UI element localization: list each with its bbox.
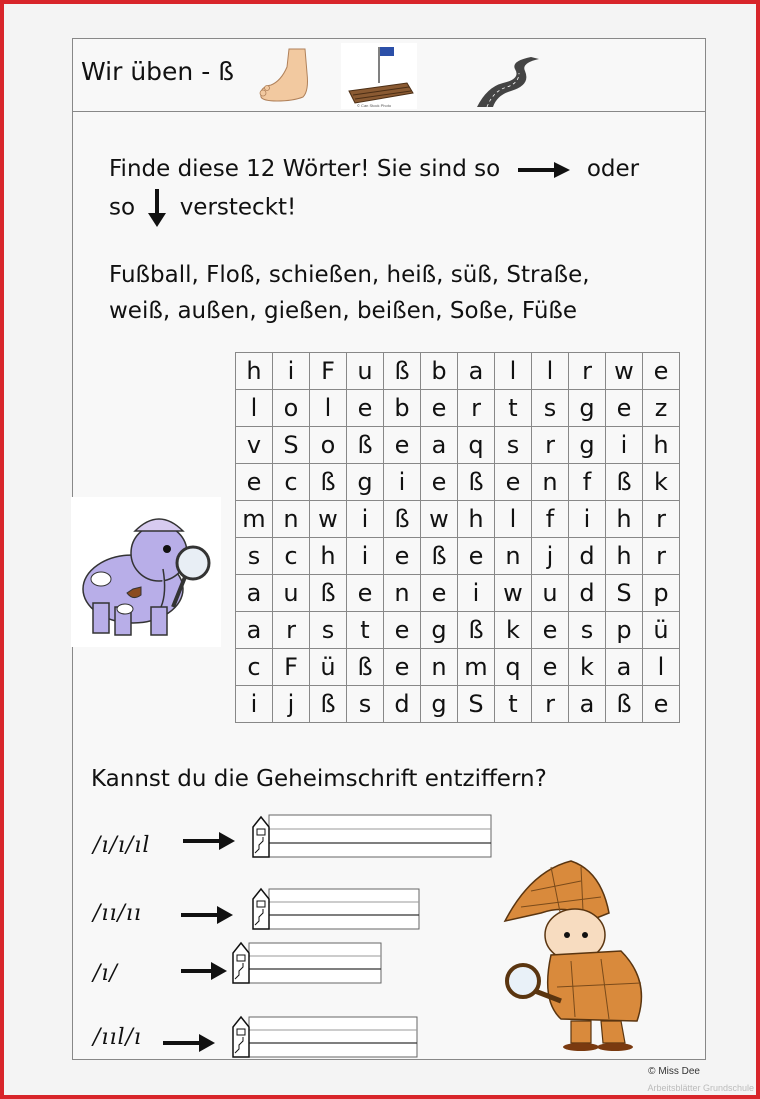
- grid-cell[interactable]: p: [606, 612, 643, 649]
- grid-cell[interactable]: ü: [310, 649, 347, 686]
- grid-cell[interactable]: k: [569, 649, 606, 686]
- grid-cell[interactable]: n: [495, 538, 532, 575]
- grid-cell[interactable]: g: [569, 427, 606, 464]
- title-illustrations: [253, 43, 563, 109]
- answer-lines-3[interactable]: [231, 941, 383, 987]
- grid-cell[interactable]: c: [236, 649, 273, 686]
- copyright-note: © Miss Dee: [648, 1066, 700, 1077]
- grid-cell[interactable]: k: [495, 612, 532, 649]
- grid-row: [236, 686, 680, 723]
- grid-row: [236, 538, 680, 575]
- answer-lines-4[interactable]: [231, 1015, 419, 1061]
- instruction-line-2: [109, 187, 296, 229]
- grid-cell[interactable]: ß: [310, 686, 347, 723]
- grid-cell[interactable]: l: [495, 501, 532, 538]
- raft-icon: [341, 43, 417, 109]
- grid-cell[interactable]: w: [495, 575, 532, 612]
- grid-cell[interactable]: r: [643, 501, 680, 538]
- grid-cell[interactable]: g: [569, 390, 606, 427]
- grid-cell[interactable]: r: [273, 612, 310, 649]
- arrow-right-icon: [179, 903, 235, 927]
- grid-cell[interactable]: e: [532, 649, 569, 686]
- grid-cell[interactable]: m: [458, 649, 495, 686]
- grid-cell[interactable]: h: [310, 538, 347, 575]
- grid-cell[interactable]: ß: [347, 649, 384, 686]
- instruction-text-1: Finde diese 12 Wörter! Sie sind so: [109, 156, 501, 182]
- arrow-down-icon: [146, 187, 168, 229]
- grid-cell[interactable]: f: [569, 464, 606, 501]
- grid-cell[interactable]: s: [569, 612, 606, 649]
- grid-cell[interactable]: i: [569, 501, 606, 538]
- grid-cell[interactable]: ß: [606, 464, 643, 501]
- grid-cell[interactable]: f: [532, 501, 569, 538]
- grid-cell[interactable]: u: [532, 575, 569, 612]
- instruction-versteckt: versteckt!: [179, 194, 297, 221]
- grid-cell[interactable]: b: [384, 390, 421, 427]
- cipher-code-4: /ııl/ı: [93, 1025, 142, 1050]
- answer-lines-2[interactable]: [251, 887, 421, 933]
- grid-cell[interactable]: w: [310, 501, 347, 538]
- grid-cell[interactable]: S: [273, 427, 310, 464]
- arrow-right-icon: [181, 829, 237, 853]
- grid-cell[interactable]: w: [421, 501, 458, 538]
- cipher-code-3: /ı/: [93, 961, 118, 986]
- grid-cell[interactable]: e: [384, 612, 421, 649]
- grid-cell[interactable]: n: [384, 575, 421, 612]
- grid-cell[interactable]: r: [643, 538, 680, 575]
- grid-cell[interactable]: t: [495, 686, 532, 723]
- arrow-right-icon: [179, 959, 229, 983]
- grid-cell[interactable]: a: [236, 575, 273, 612]
- grid-cell[interactable]: ß: [384, 501, 421, 538]
- grid-cell[interactable]: h: [606, 538, 643, 575]
- grid-cell[interactable]: t: [347, 612, 384, 649]
- grid-cell[interactable]: e: [532, 612, 569, 649]
- grid-cell[interactable]: i: [606, 427, 643, 464]
- source-note: Arbeitsblätter Grundschule: [647, 1083, 754, 1093]
- grid-cell[interactable]: S: [606, 575, 643, 612]
- worksheet-header: [73, 39, 705, 112]
- elephant-detective-illustration: [71, 497, 221, 647]
- grid-cell[interactable]: q: [458, 427, 495, 464]
- grid-cell[interactable]: a: [236, 612, 273, 649]
- grid-cell[interactable]: s: [532, 390, 569, 427]
- grid-cell[interactable]: ß: [310, 464, 347, 501]
- grid-cell[interactable]: j: [273, 686, 310, 723]
- grid-cell[interactable]: a: [421, 427, 458, 464]
- grid-cell[interactable]: l: [236, 390, 273, 427]
- grid-cell[interactable]: e: [421, 390, 458, 427]
- grid-cell[interactable]: ß: [421, 538, 458, 575]
- grid-cell[interactable]: n: [532, 464, 569, 501]
- grid-cell[interactable]: b: [421, 353, 458, 390]
- cipher-question: Kannst du die Geheimschrift entziffern?: [91, 766, 547, 792]
- grid-cell[interactable]: p: [643, 575, 680, 612]
- grid-cell[interactable]: e: [606, 390, 643, 427]
- grid-cell[interactable]: ß: [347, 427, 384, 464]
- grid-cell[interactable]: l: [495, 353, 532, 390]
- grid-cell[interactable]: g: [421, 612, 458, 649]
- grid-cell[interactable]: F: [310, 353, 347, 390]
- grid-cell[interactable]: w: [606, 353, 643, 390]
- grid-row: [236, 464, 680, 501]
- grid-cell[interactable]: h: [458, 501, 495, 538]
- grid-cell[interactable]: e: [643, 353, 680, 390]
- grid-cell[interactable]: ß: [606, 686, 643, 723]
- grid-row: [236, 353, 680, 390]
- grid-cell[interactable]: i: [236, 686, 273, 723]
- grid-cell[interactable]: i: [458, 575, 495, 612]
- grid-cell[interactable]: l: [643, 649, 680, 686]
- grid-cell[interactable]: z: [643, 390, 680, 427]
- grid-cell[interactable]: ß: [458, 612, 495, 649]
- grid-cell[interactable]: e: [495, 464, 532, 501]
- arrow-right-icon: [161, 1031, 217, 1055]
- word-list-line-1: Fußball, Floß, schießen, heiß, süß, Straße,: [109, 262, 590, 288]
- grid-cell[interactable]: d: [384, 686, 421, 723]
- instruction-so: so: [109, 194, 136, 221]
- grid-cell[interactable]: a: [606, 649, 643, 686]
- grid-cell[interactable]: c: [273, 538, 310, 575]
- grid-cell[interactable]: a: [458, 353, 495, 390]
- grid-cell[interactable]: s: [495, 427, 532, 464]
- grid-cell[interactable]: u: [273, 575, 310, 612]
- grid-cell[interactable]: i: [347, 501, 384, 538]
- cipher-code-2: /ıı/ıı: [93, 901, 142, 926]
- grid-cell[interactable]: F: [273, 649, 310, 686]
- grid-cell[interactable]: q: [495, 649, 532, 686]
- instruction-line-1: [109, 151, 639, 187]
- grid-cell[interactable]: ß: [310, 575, 347, 612]
- grid-row: [236, 612, 680, 649]
- arrow-right-icon: [516, 160, 572, 180]
- word-search-grid: [235, 352, 680, 723]
- grid-cell[interactable]: ü: [643, 612, 680, 649]
- grid-cell[interactable]: d: [569, 575, 606, 612]
- grid-cell[interactable]: g: [421, 686, 458, 723]
- grid-cell[interactable]: s: [236, 538, 273, 575]
- answer-lines-1[interactable]: [251, 813, 493, 861]
- grid-cell[interactable]: e: [384, 538, 421, 575]
- grid-cell[interactable]: r: [532, 427, 569, 464]
- grid-cell[interactable]: e: [643, 686, 680, 723]
- grid-cell[interactable]: s: [347, 686, 384, 723]
- grid-cell[interactable]: i: [273, 353, 310, 390]
- grid-cell[interactable]: n: [273, 501, 310, 538]
- raft-credit: © Can Stock Photo: [357, 103, 392, 108]
- grid-cell[interactable]: S: [458, 686, 495, 723]
- grid-cell[interactable]: e: [421, 575, 458, 612]
- grid-cell[interactable]: e: [347, 390, 384, 427]
- grid-cell[interactable]: i: [347, 538, 384, 575]
- instruction-oder: oder: [586, 156, 640, 182]
- grid-cell[interactable]: t: [495, 390, 532, 427]
- grid-cell[interactable]: n: [421, 649, 458, 686]
- grid-cell[interactable]: c: [273, 464, 310, 501]
- grid-cell[interactable]: l: [532, 353, 569, 390]
- grid-cell[interactable]: l: [310, 390, 347, 427]
- grid-cell[interactable]: r: [458, 390, 495, 427]
- grid-cell[interactable]: o: [273, 390, 310, 427]
- grid-cell[interactable]: ß: [384, 353, 421, 390]
- grid-cell[interactable]: r: [569, 353, 606, 390]
- grid-cell[interactable]: e: [347, 575, 384, 612]
- grid-row: [236, 649, 680, 686]
- grid-cell[interactable]: e: [236, 464, 273, 501]
- grid-cell[interactable]: e: [421, 464, 458, 501]
- worksheet: [72, 38, 706, 1060]
- grid-cell[interactable]: i: [384, 464, 421, 501]
- grid-cell[interactable]: h: [606, 501, 643, 538]
- grid-cell[interactable]: j: [532, 538, 569, 575]
- grid-row: [236, 390, 680, 427]
- grid-cell[interactable]: s: [310, 612, 347, 649]
- grid-cell[interactable]: v: [236, 427, 273, 464]
- grid-cell[interactable]: ß: [458, 464, 495, 501]
- grid-cell[interactable]: o: [310, 427, 347, 464]
- grid-cell[interactable]: h: [643, 427, 680, 464]
- grid-row: [236, 501, 680, 538]
- grid-cell[interactable]: e: [384, 427, 421, 464]
- grid-cell[interactable]: m: [236, 501, 273, 538]
- grid-cell[interactable]: e: [458, 538, 495, 575]
- worksheet-title: Wir üben - ß: [81, 57, 234, 86]
- grid-cell[interactable]: h: [236, 353, 273, 390]
- grid-cell[interactable]: e: [384, 649, 421, 686]
- road-icon: [477, 57, 539, 107]
- grid-cell[interactable]: u: [347, 353, 384, 390]
- grid-cell[interactable]: a: [569, 686, 606, 723]
- grid-cell[interactable]: d: [569, 538, 606, 575]
- foot-icon: [260, 49, 308, 101]
- detective-boy-illustration: [491, 851, 661, 1051]
- grid-row: [236, 427, 680, 464]
- grid-cell[interactable]: g: [347, 464, 384, 501]
- cipher-code-1: /ı/ı/ıl: [93, 833, 151, 858]
- grid-row: [236, 575, 680, 612]
- word-list-line-2: weiß, außen, gießen, beißen, Soße, Füße: [109, 298, 578, 324]
- grid-cell[interactable]: k: [643, 464, 680, 501]
- grid-cell[interactable]: r: [532, 686, 569, 723]
